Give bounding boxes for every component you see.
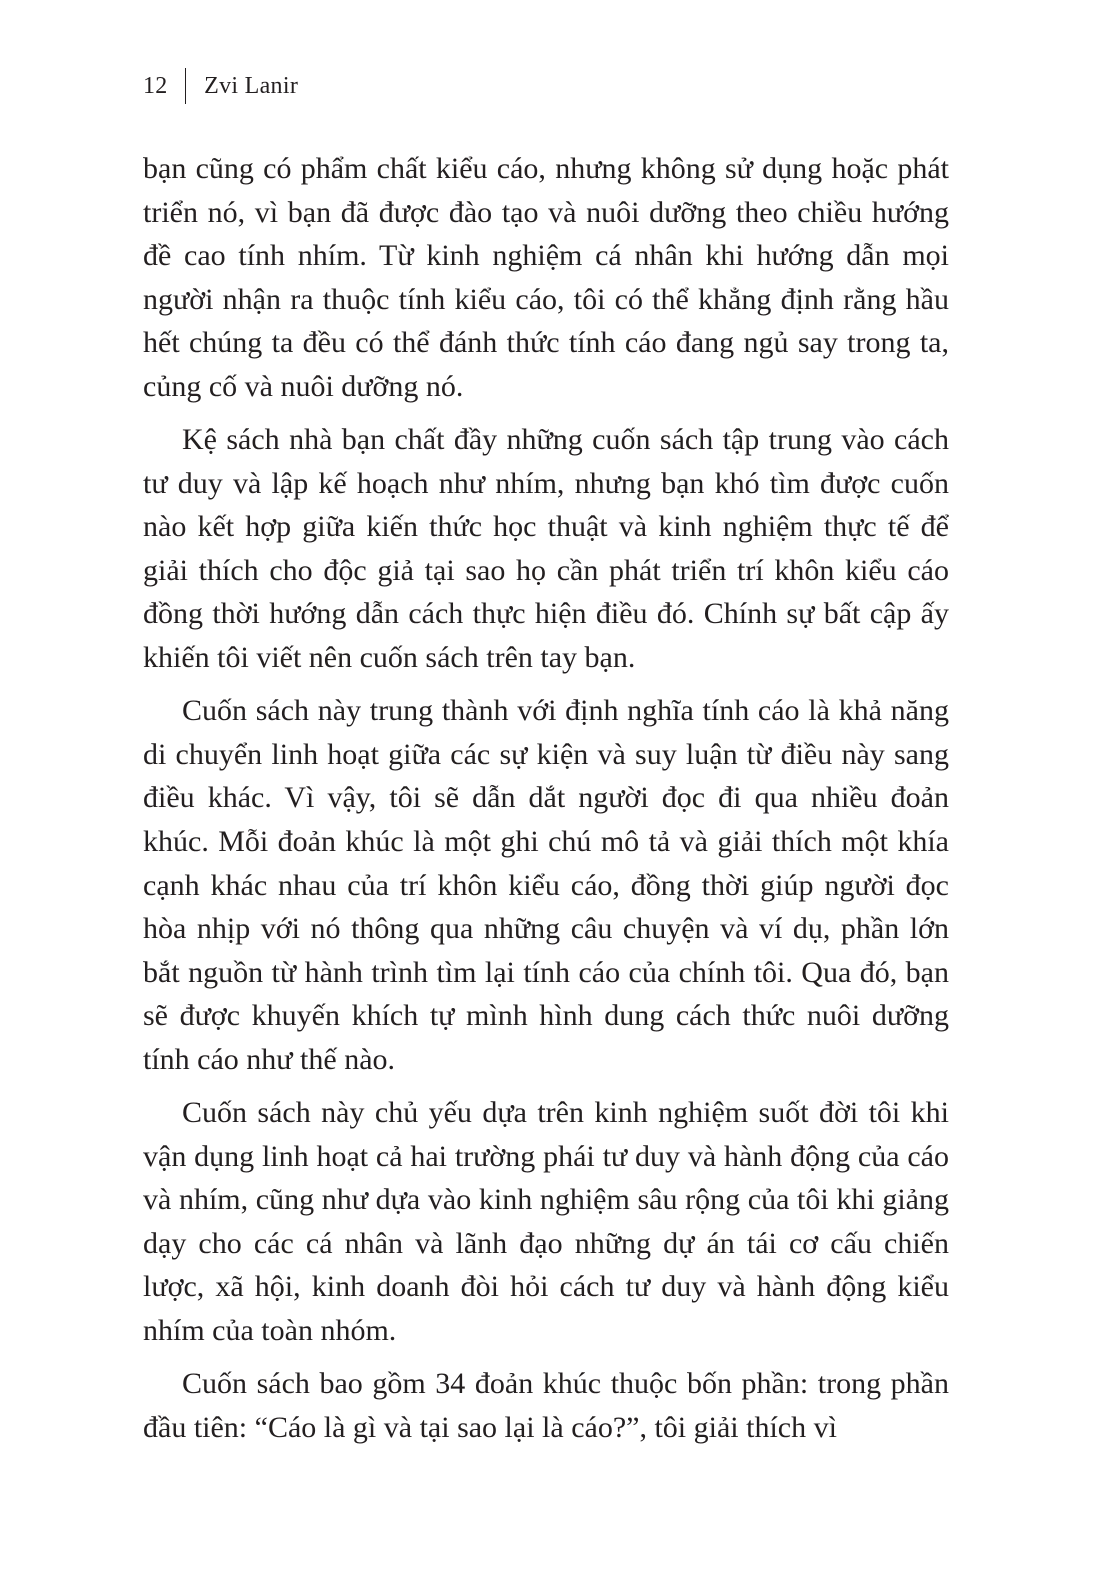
paragraph-5: Cuốn sách bao gồm 34 đoản khúc thuộc bốn phần: trong phần đầu tiên: “Cáo là gì và tại sao lại là cáo?”, tôi giải thích vì (143, 1367, 949, 1444)
page-number: 12 (143, 72, 168, 99)
paragraph-1: bạn cũng có phẩm chất kiểu cáo, nhưng không sử dụng hoặc phát triển nó, vì bạn đã được đào tạo và nuôi dưỡng theo chiều hướng đề cao tính nhím. Từ kinh nghiệm cá nhân khi hướng dẫn mọi người nhận ra thuộc tính kiểu cáo, tôi có thể khẳng định rằng hầu hết chúng ta đều có thể đánh thức tính cáo đang ngủ say trong ta, củng cố và nuôi dưỡng nó. (143, 152, 949, 403)
body-text (143, 147, 949, 1459)
header-divider (185, 68, 187, 104)
running-header (143, 66, 298, 106)
paragraph-3: Cuốn sách này trung thành với định nghĩa tính cáo là khả năng di chuyển linh hoạt giữa các sự kiện và suy luận từ điều này sang điều khác. Vì vậy, tôi sẽ dẫn dắt người đọc đi qua nhiều đoản khúc. Mỗi đoản khúc là một ghi chú mô tả và giải thích một khía cạnh khác nhau của trí khôn kiểu cáo, đồng thời giúp người đọc hòa nhịp với nó thông qua những câu chuyện và ví dụ, phần lớn bắt nguồn từ hành trình tìm lại tính cáo của chính tôi. Qua đó, bạn sẽ được khuyến khích tự mình hình dung cách thức nuôi dưỡng tính cáo như thế nào. (143, 694, 949, 1076)
paragraph-2: Kệ sách nhà bạn chất đầy những cuốn sách tập trung vào cách tư duy và lập kế hoạch như nhím, nhưng bạn khó tìm được cuốn nào kết hợp giữa kiến thức học thuật và kinh nghiệm thực tế để giải thích cho độc giả tại sao họ cần phát triển trí khôn kiểu cáo đồng thời hướng dẫn cách thực hiện điều đó. Chính sự bất cập ấy khiến tôi viết nên cuốn sách trên tay bạn. (143, 423, 949, 675)
paragraph-4: Cuốn sách này chủ yếu dựa trên kinh nghiệm suốt đời tôi khi vận dụng linh hoạt cả hai trường phái tư duy và hành động của cáo và nhím, cũng như dựa vào kinh nghiệm sâu rộng của tôi khi giảng dạy cho các cá nhân và lãnh đạo những dự án tái cơ cấu chiến lược, xã hội, kinh doanh đòi hỏi cách tư duy và hành động kiểu nhím của toàn nhóm. (143, 1095, 949, 1347)
author-name: Zvi Lanir (204, 72, 299, 99)
